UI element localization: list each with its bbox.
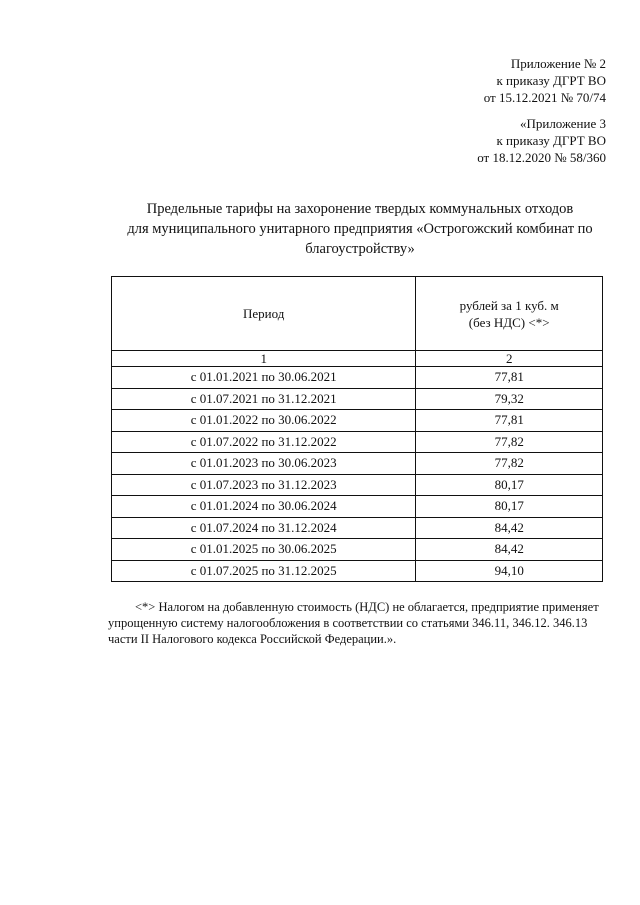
price-cell: 77,81 xyxy=(416,410,603,432)
footnote-line: части II Налогового кодекса Российской Федерации.». xyxy=(108,632,397,646)
period-cell: с 01.07.2021 по 31.12.2021 xyxy=(112,388,416,410)
price-cell: 84,42 xyxy=(416,517,603,539)
table-row xyxy=(112,453,603,475)
period-cell: с 01.01.2021 по 30.06.2021 xyxy=(112,367,416,389)
period-cell: с 01.01.2025 по 30.06.2025 xyxy=(112,539,416,561)
period-cell: с 01.07.2023 по 31.12.2023 xyxy=(112,474,416,496)
table-row xyxy=(112,388,603,410)
table-row xyxy=(112,539,603,561)
period-cell: с 01.01.2023 по 30.06.2023 xyxy=(112,453,416,475)
footnote-line: упрощенную систему налогообложения в соответствии со статьями 346.11, 346.12. 346.13 xyxy=(108,616,588,630)
appendix-header-previous xyxy=(477,115,606,166)
price-column-header xyxy=(416,277,603,351)
table-row xyxy=(112,517,603,539)
price-cell: 80,17 xyxy=(416,474,603,496)
period-cell: с 01.07.2022 по 31.12.2022 xyxy=(112,431,416,453)
appendix-title: «Приложение 3 xyxy=(519,116,606,131)
price-header-line: рублей за 1 куб. м xyxy=(459,297,559,313)
appendix-order-date: от 18.12.2020 № 58/360 xyxy=(477,150,606,165)
footnote xyxy=(108,599,618,647)
appendix-header-current xyxy=(484,55,606,106)
column-number: 2 xyxy=(416,351,603,367)
title-line: Предельные тарифы на захоронение твердых коммунальных отходов xyxy=(146,201,574,217)
table-row xyxy=(112,410,603,432)
appendix-order-date: от 15.12.2021 № 70/74 xyxy=(483,90,606,105)
tariff-table xyxy=(111,276,603,582)
table-row xyxy=(112,367,603,389)
table-row xyxy=(112,431,603,453)
price-cell: 77,82 xyxy=(416,453,603,475)
title-line: для муниципального унитарного предприятия «Острогожский комбинат по xyxy=(127,221,593,237)
footnote-line: <*> Налогом на добавленную стоимость (НДС) не облагается, предприятие применяет xyxy=(135,600,599,614)
column-number: 1 xyxy=(112,351,416,367)
period-cell: с 01.07.2024 по 31.12.2024 xyxy=(112,517,416,539)
price-cell: 77,82 xyxy=(416,431,603,453)
price-cell: 79,32 xyxy=(416,388,603,410)
appendix-title: Приложение № 2 xyxy=(510,56,606,71)
price-cell: 94,10 xyxy=(416,560,603,582)
table-row xyxy=(112,560,603,582)
period-cell: с 01.07.2025 по 31.12.2025 xyxy=(112,560,416,582)
period-cell: с 01.01.2024 по 30.06.2024 xyxy=(112,496,416,518)
period-cell: с 01.01.2022 по 30.06.2022 xyxy=(112,410,416,432)
appendix-order-ref: к приказу ДГРТ ВО xyxy=(496,73,606,88)
period-column-header: Период xyxy=(112,277,416,351)
document-title xyxy=(80,199,640,259)
table-row xyxy=(112,496,603,518)
appendix-order-ref: к приказу ДГРТ ВО xyxy=(496,133,606,148)
price-cell: 80,17 xyxy=(416,496,603,518)
column-number-row xyxy=(112,351,603,367)
table-header-row xyxy=(112,277,603,351)
price-cell: 84,42 xyxy=(416,539,603,561)
price-header-line: (без НДС) <*> xyxy=(468,314,550,330)
price-cell: 77,81 xyxy=(416,367,603,389)
title-line: благоустройству» xyxy=(305,241,415,257)
table-row xyxy=(112,474,603,496)
